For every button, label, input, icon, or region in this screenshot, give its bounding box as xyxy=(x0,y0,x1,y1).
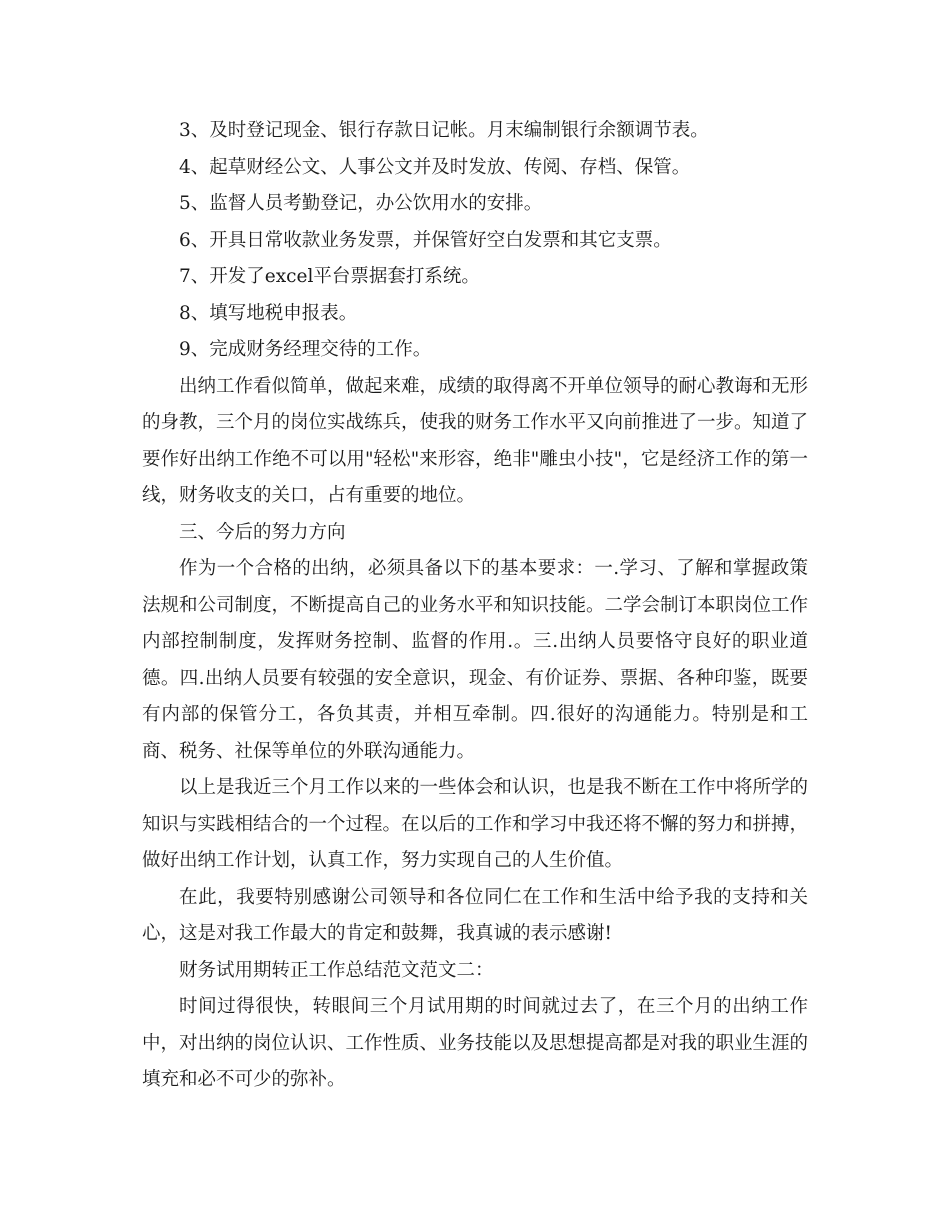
list-item: 5、监督人员考勤登记，办公饮用水的安排。 xyxy=(179,193,543,214)
list-item: 9、完成财务经理交待的工作。 xyxy=(179,339,432,360)
list-item: 7、开发了excel平台票据套打系统。 xyxy=(179,266,480,287)
body-paragraph: 时间过得很快，转眼间三个月试用期的时间就过去了，在三个月的出纳工作中，对出纳的岗位认识、工作性质、业务技能以及思想提高都是对我的职业生涯的填充和必不可少的弥补。 xyxy=(142,996,809,1090)
section-heading: 三、今后的努力方向 xyxy=(179,521,346,543)
body-paragraph: 在此，我要特别感谢公司领导和各位同仁在工作和生活中给予我的支持和关心，这是对我工作最大的肯定和鼓舞，我真诚的表示感谢! xyxy=(142,886,808,944)
article-title: 财务试用期转正工作总结范文范文二： xyxy=(179,959,494,981)
list-item: 3、及时登记现金、银行存款日记帐。月末编制银行余额调节表。 xyxy=(179,120,709,141)
list-item: 6、开具日常收款业务发票，并保管好空白发票和其它支票。 xyxy=(179,229,672,251)
document-page xyxy=(142,113,808,1099)
list-item: 8、填写地税申报表。 xyxy=(179,302,358,324)
body-paragraph: 出纳工作看似简单，做起来难，成绩的取得离不开单位领导的耐心教诲和无形的身教，三个月的岗位实战练兵，使我的财务工作水平又向前推进了一步。知道了要作好出纳工作绝不可以用"轻松"来形容，绝非"雕虫小技"，它是经济工作的第一线，财务收支的关口，占有重要的地位。 xyxy=(142,375,809,506)
body-paragraph: 以上是我近三个月工作以来的一些体会和认识，也是我不断在工作中将所学的知识与实践相结合的一个过程。在以后的工作和学习中我还将不懈的努力和拼搏，做好出纳工作计划，认真工作，努力实现自己的人生价值。 xyxy=(142,777,809,871)
body-paragraph: 作为一个合格的出纳，必须具备以下的基本要求：一.学习、了解和掌握政策法规和公司制度，不断提高自己的业务水平和知识技能。二学会制订本职岗位工作内部控制制度，发挥财务控制、监督的作用.。三.出纳人员要恪守良好的职业道德。四.出纳人员要有较强的安全意识，现金、有价证券、票据、各种印鉴，既要有内部的保管分工，各负其责，并相互牵制。四.很好的沟通能力。特别是和工商、税务、社保等单位的外联沟通能力。 xyxy=(142,558,809,762)
list-item: 4、起草财经公文、人事公文并及时发放、传阅、存档、保管。 xyxy=(179,156,691,178)
